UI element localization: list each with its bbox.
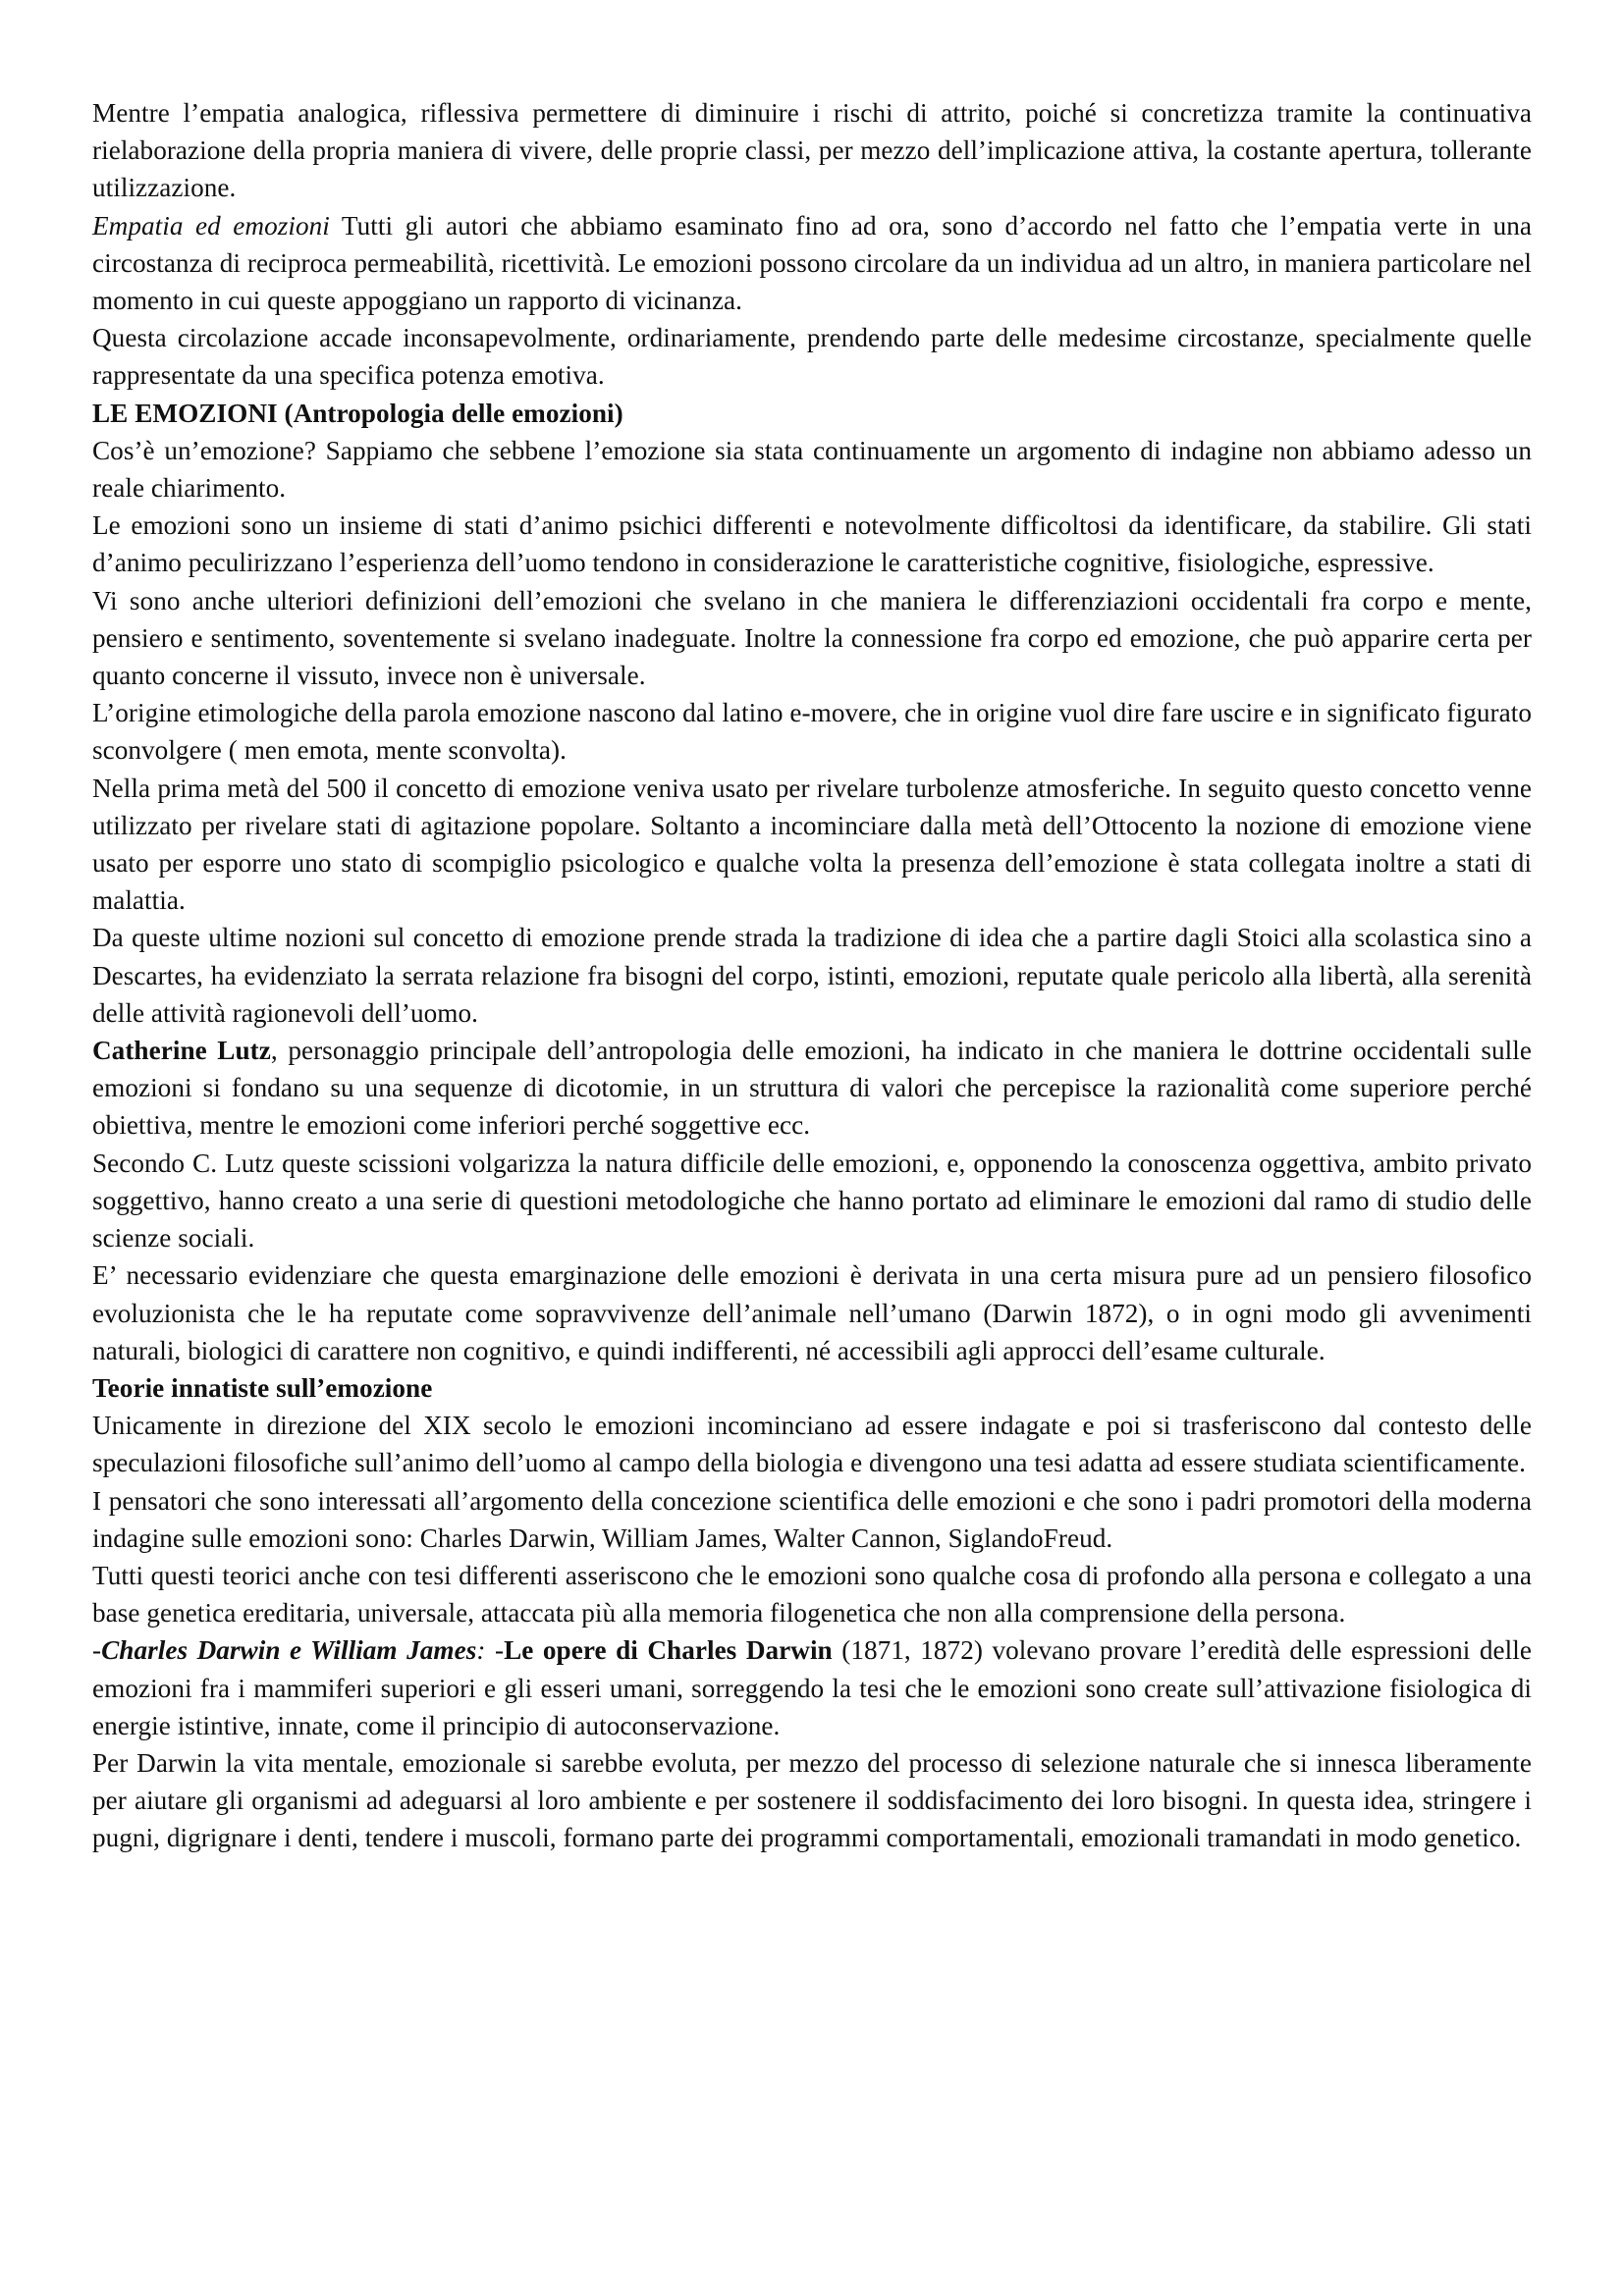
- paragraph-text: Mentre l’empatia analogica, riflessiva permettere di diminuire i rischi di attrito, poiché si concretizza tramite la continuativa rielaborazione della propria maniera di vivere, delle proprie classi, per mezzo dell’implicazione attiva, la costante apertura, tollerante utilizzazione.: [92, 98, 1532, 203]
- paragraph-darwin-james: [92, 1631, 1532, 1744]
- paragraph-text: Nella prima metà del 500 il concetto di emozione veniva usato per rivelare turbolenze atmosferiche. In seguito questo concetto venne utilizzato per rivelare stati di agitazione popolare. Soltanto a incominciare dalla metà dell’Ottocento la nozione di emozione viene usato per esporre uno stato di scompiglio psicologico e qualche volta la presenza dell’emozione è stata collegata inoltre a stati di malattia.: [92, 773, 1532, 916]
- paragraph-darwin-vita-mentale: [92, 1744, 1532, 1857]
- paragraph-xix-secolo: [92, 1407, 1532, 1481]
- paragraph-text: Tutti gli autori che abbiamo esaminato fino ad ora, sono d’accordo nel fatto che l’empatia verte in una circostanza di reciproca permeabilità, ricettività. Le emozioni possono circolare da un individua ad un altro, in maniera particolare nel momento in cui queste appoggiano un rapporto di vicinanza.: [92, 210, 1532, 316]
- paragraph-text: Unicamente in direzione del XIX secolo le emozioni incominciano ad essere indagate e poi si trasferiscono dal contesto delle speculazioni filosofiche sull’animo dell’uomo al campo della biologia e divengono una tesi adatta ad essere studiata scientificamente.: [92, 1411, 1532, 1478]
- paragraph-text: Per Darwin la vita mentale, emozionale si sarebbe evoluta, per mezzo del processo di selezione naturale che si innesca liberamente per aiutare gli organismi ad adeguarsi al loro ambiente e per sostenere il soddisfacimento dei loro bisogni. In questa idea, stringere i pugni, digrignare i denti, tendere i muscoli, formano parte dei programmi comportamentali, emozionali tramandati in modo genetico.: [92, 1747, 1532, 1853]
- paragraph-text: Tutti questi teorici anche con tesi differenti asseriscono che le emozioni sono qualche cosa di profondo alla persona e collegato a una base genetica ereditaria, universale, attaccata più alla memoria filogenetica che non alla comprensione della persona.: [92, 1560, 1532, 1629]
- section-heading-teorie-innatiste: Teorie innatiste sull’emozione: [92, 1372, 433, 1403]
- paragraph-empatia-ed-emozioni: [92, 207, 1532, 320]
- person-name: Catherine Lutz: [92, 1036, 271, 1066]
- dash-prefix: -: [92, 1635, 102, 1666]
- section-heading-emozioni: LE EMOZIONI (Antropologia delle emozioni): [92, 398, 623, 428]
- paragraph-empatia-analogica: [92, 94, 1532, 207]
- paragraph-text: Cos’è un’emozione? Sappiamo che sebbene l’emozione sia stata continuamente un argomento di indagine non abbiamo adesso un reale chiarimento.: [92, 435, 1532, 504]
- paragraph-secondo-lutz: [92, 1145, 1532, 1257]
- paragraph-cos-e-emozione: [92, 432, 1532, 507]
- paragraph-text: Vi sono anche ulteriori definizioni dell’emozioni che svelano in che maniera le differenziazioni occidentali fra corpo e mente, pensiero e sentimento, soventemente si svelano inadeguate. Inoltre la connessione fra corpo ed emozione, che può apparire certa per quanto concerne il vissuto, invece non è universale.: [92, 585, 1532, 691]
- inline-subheading: Empatia ed emozioni: [92, 210, 330, 240]
- inline-subheading: Charles Darwin e William James: [101, 1635, 477, 1666]
- paragraph-teorici: [92, 1557, 1532, 1631]
- paragraph-storia-concetto: [92, 770, 1532, 920]
- paragraph-text: Questa circolazione accade inconsapevolmente, ordinariamente, prendendo parte delle medesime circostanze, specialmente quelle rappresentate da una specifica potenza emotiva.: [92, 323, 1532, 391]
- paragraph-stati-d-animo: [92, 507, 1532, 581]
- paragraph-text: Le emozioni sono un insieme di stati d’animo psichici differenti e notevolmente difficoltosi da identificare, da stabilire. Gli stati d’animo peculirizzano l’esperienza dell’uomo tendono in considerazione le caratteristiche cognitive, fisiologiche, espressive.: [92, 510, 1532, 578]
- separator-text: : -: [476, 1635, 505, 1666]
- paragraph-catherine-lutz: [92, 1032, 1532, 1145]
- paragraph-text: Secondo C. Lutz queste scissioni volgarizza la natura difficile delle emozioni, e, opponendo la conoscenza oggettiva, ambito privato soggettivo, hanno creato a una serie di questioni metodologiche che hanno portato ad eliminare le emozioni dal ramo di studio delle scienze sociali.: [92, 1148, 1532, 1254]
- paragraph-text: I pensatori che sono interessati all’argomento della concezione scientifica delle emozioni e che sono i padri promotori della moderna indagine sulle emozioni sono: Charles Darwin, William James, Walter Cannon, SiglandoFreud.: [92, 1485, 1532, 1553]
- paragraph-text: E’ necessario evidenziare che questa emarginazione delle emozioni è derivata in una certa misura pure ad un pensiero filosofico evoluzionista che le ha reputate come sopravvivenze dell’animale nell’umano (Darwin 1872), o in ogni modo gli avvenimenti naturali, biologici di carattere non cognitivo, e quindi indifferenti, né accessibili agli approcci dell’esame culturale.: [92, 1260, 1532, 1365]
- paragraph-text: Da queste ultime nozioni sul concetto di emozione prende strada la tradizione di idea che a partire dagli Stoici alla scolastica sino a Descartes, ha evidenziato la serrata relazione fra bisogni del corpo, istinti, emozioni, reputate quale pericolo alla libertà, alla serenità delle attività ragionevoli dell’uomo.: [92, 923, 1532, 1028]
- paragraph-text: L’origine etimologiche della parola emozione nascono dal latino e-movere, che in origine vuol dire fare uscire e in significato figurato sconvolgere ( men emota, mente sconvolta).: [92, 698, 1532, 766]
- paragraph-etimologia: [92, 694, 1532, 769]
- paragraph-text: , personaggio principale dell’antropologia delle emozioni, ha indicato in che maniera le dottrine occidentali sulle emozioni si fondano su una sequenze di dicotomie, in un struttura di valori che percepisce la razionalità come superiore perché obiettiva, mentre le emozioni come inferiori perché soggettive ecc.: [92, 1036, 1532, 1141]
- paragraph-text: (1871, 1872) volevano provare l’eredità delle espressioni delle emozioni fra i mammiferi superiori e gli esseri umani, sorreggendo la tesi che le emozioni sono create sull’attivazione fisiologica di energie istintive, innate, come il principio di autoconservazione.: [92, 1635, 1532, 1740]
- paragraph-tradizione: [92, 919, 1532, 1032]
- paragraph-emarginazione: [92, 1256, 1532, 1369]
- paragraph-circolazione: [92, 319, 1532, 394]
- paragraph-definizioni: [92, 582, 1532, 695]
- paragraph-pensatori: [92, 1482, 1532, 1557]
- works-title: Le opere di Charles Darwin: [504, 1635, 833, 1666]
- document-page: [92, 94, 1532, 1857]
